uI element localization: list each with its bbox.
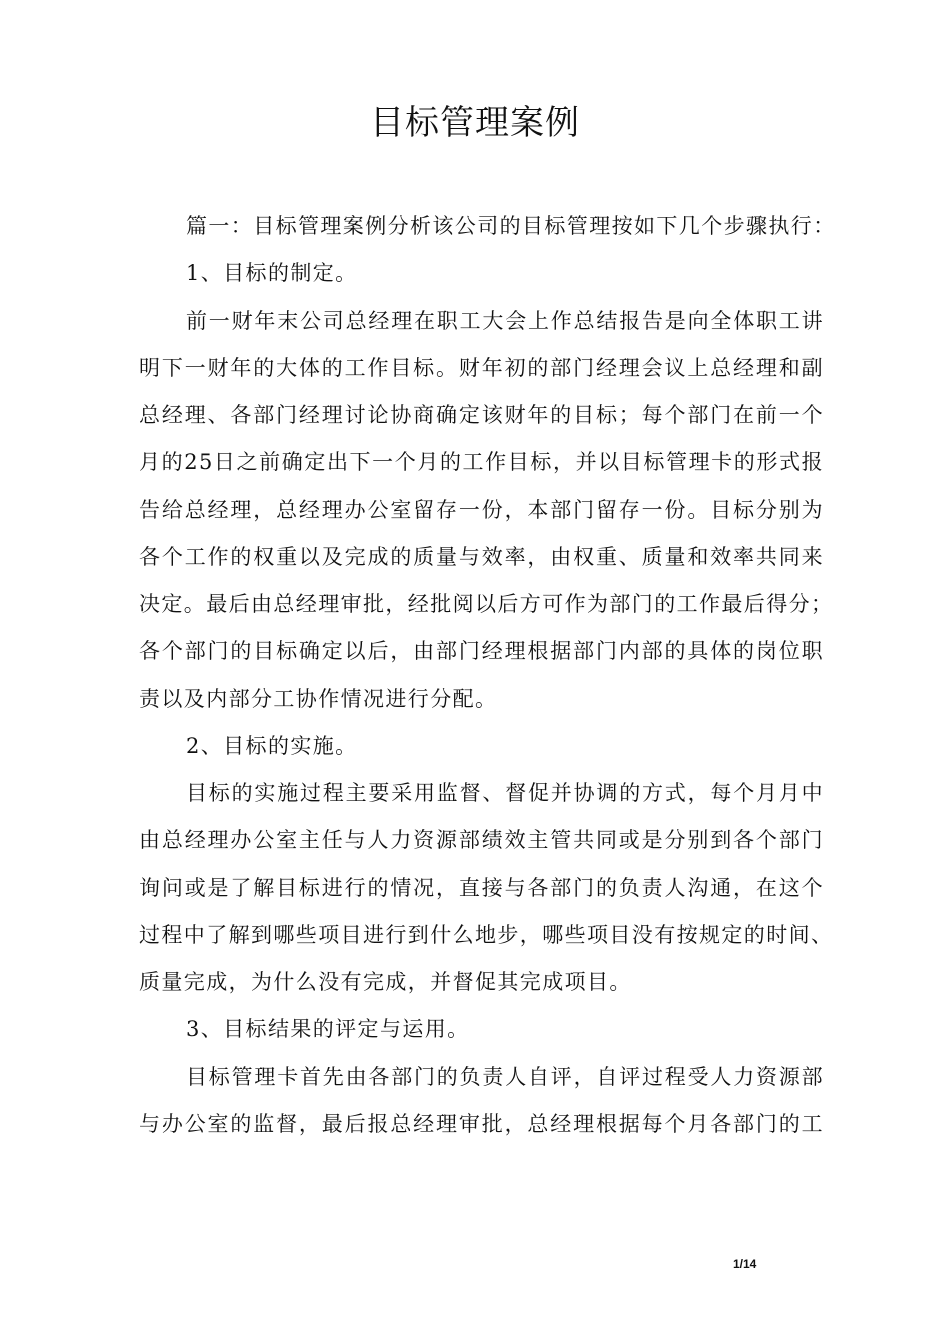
paragraph-line: 总经理、各部门经理讨论协商确定该财年的目标；每个部门在前一个 <box>139 403 824 427</box>
paragraph-line: 各个部门的目标确定以后，由部门经理根据部门内部的具体的岗位职 <box>139 639 824 664</box>
paragraph-line: 明下一财年的大体的工作目标。财年初的部门经理会议上总经理和副 <box>139 355 824 380</box>
paragraph-line: 质量完成，为什么没有完成，并督促其完成项目。 <box>139 970 632 994</box>
paragraph-line: 由总经理办公室主任与人力资源部绩效主管共同或是分别到各个部门 <box>139 828 824 853</box>
paragraph-line: 责以及内部分工协作情况进行分配。 <box>139 686 498 711</box>
paragraph-line: 目标管理卡首先由各部门的负责人自评，自评过程受人力资源部 <box>186 1064 824 1089</box>
paragraph-line: 前一财年末公司总经理在职工大会上作总结报告是向全体职工讲 <box>186 308 824 333</box>
paragraph-line: 目标的实施过程主要采用监督、督促并协调的方式，每个月月中 <box>186 781 824 805</box>
page-title: 目标管理案例 <box>370 103 580 143</box>
paragraph-line: 过程中了解到哪些项目进行到什么地步，哪些项目没有按规定的时间、 <box>139 922 834 947</box>
section-heading-1: 1、目标的制定。 <box>186 261 358 286</box>
paragraph-line: 决定。最后由总经理审批，经批阅以后方可作为部门的工作最后得分； <box>139 592 834 616</box>
paragraph-line: 月的25日之前确定出下一个月的工作目标，并以目标管理卡的形式报 <box>139 450 824 475</box>
section-heading-2: 2、目标的实施。 <box>186 733 358 758</box>
paragraph-line: 询问或是了解目标进行的情况，直接与各部门的负责人沟通，在这个 <box>139 875 824 900</box>
page-number: 1/14 <box>733 1257 757 1271</box>
section-heading-3: 3、目标结果的评定与运用。 <box>186 1017 470 1042</box>
paragraph-line: 与办公室的监督，最后报总经理审批，总经理根据每个月各部门的工 <box>139 1111 824 1136</box>
paragraph-intro-line: 篇一：目标管理案例分析该公司的目标管理按如下几个步骤执行： <box>186 214 836 238</box>
paragraph-line: 各个工作的权重以及完成的质量与效率，由权重、质量和效率共同来 <box>139 544 824 569</box>
paragraph-line: 告给总经理，总经理办公室留存一份，本部门留存一份。目标分别为 <box>139 497 824 522</box>
document-body <box>139 203 836 1148</box>
